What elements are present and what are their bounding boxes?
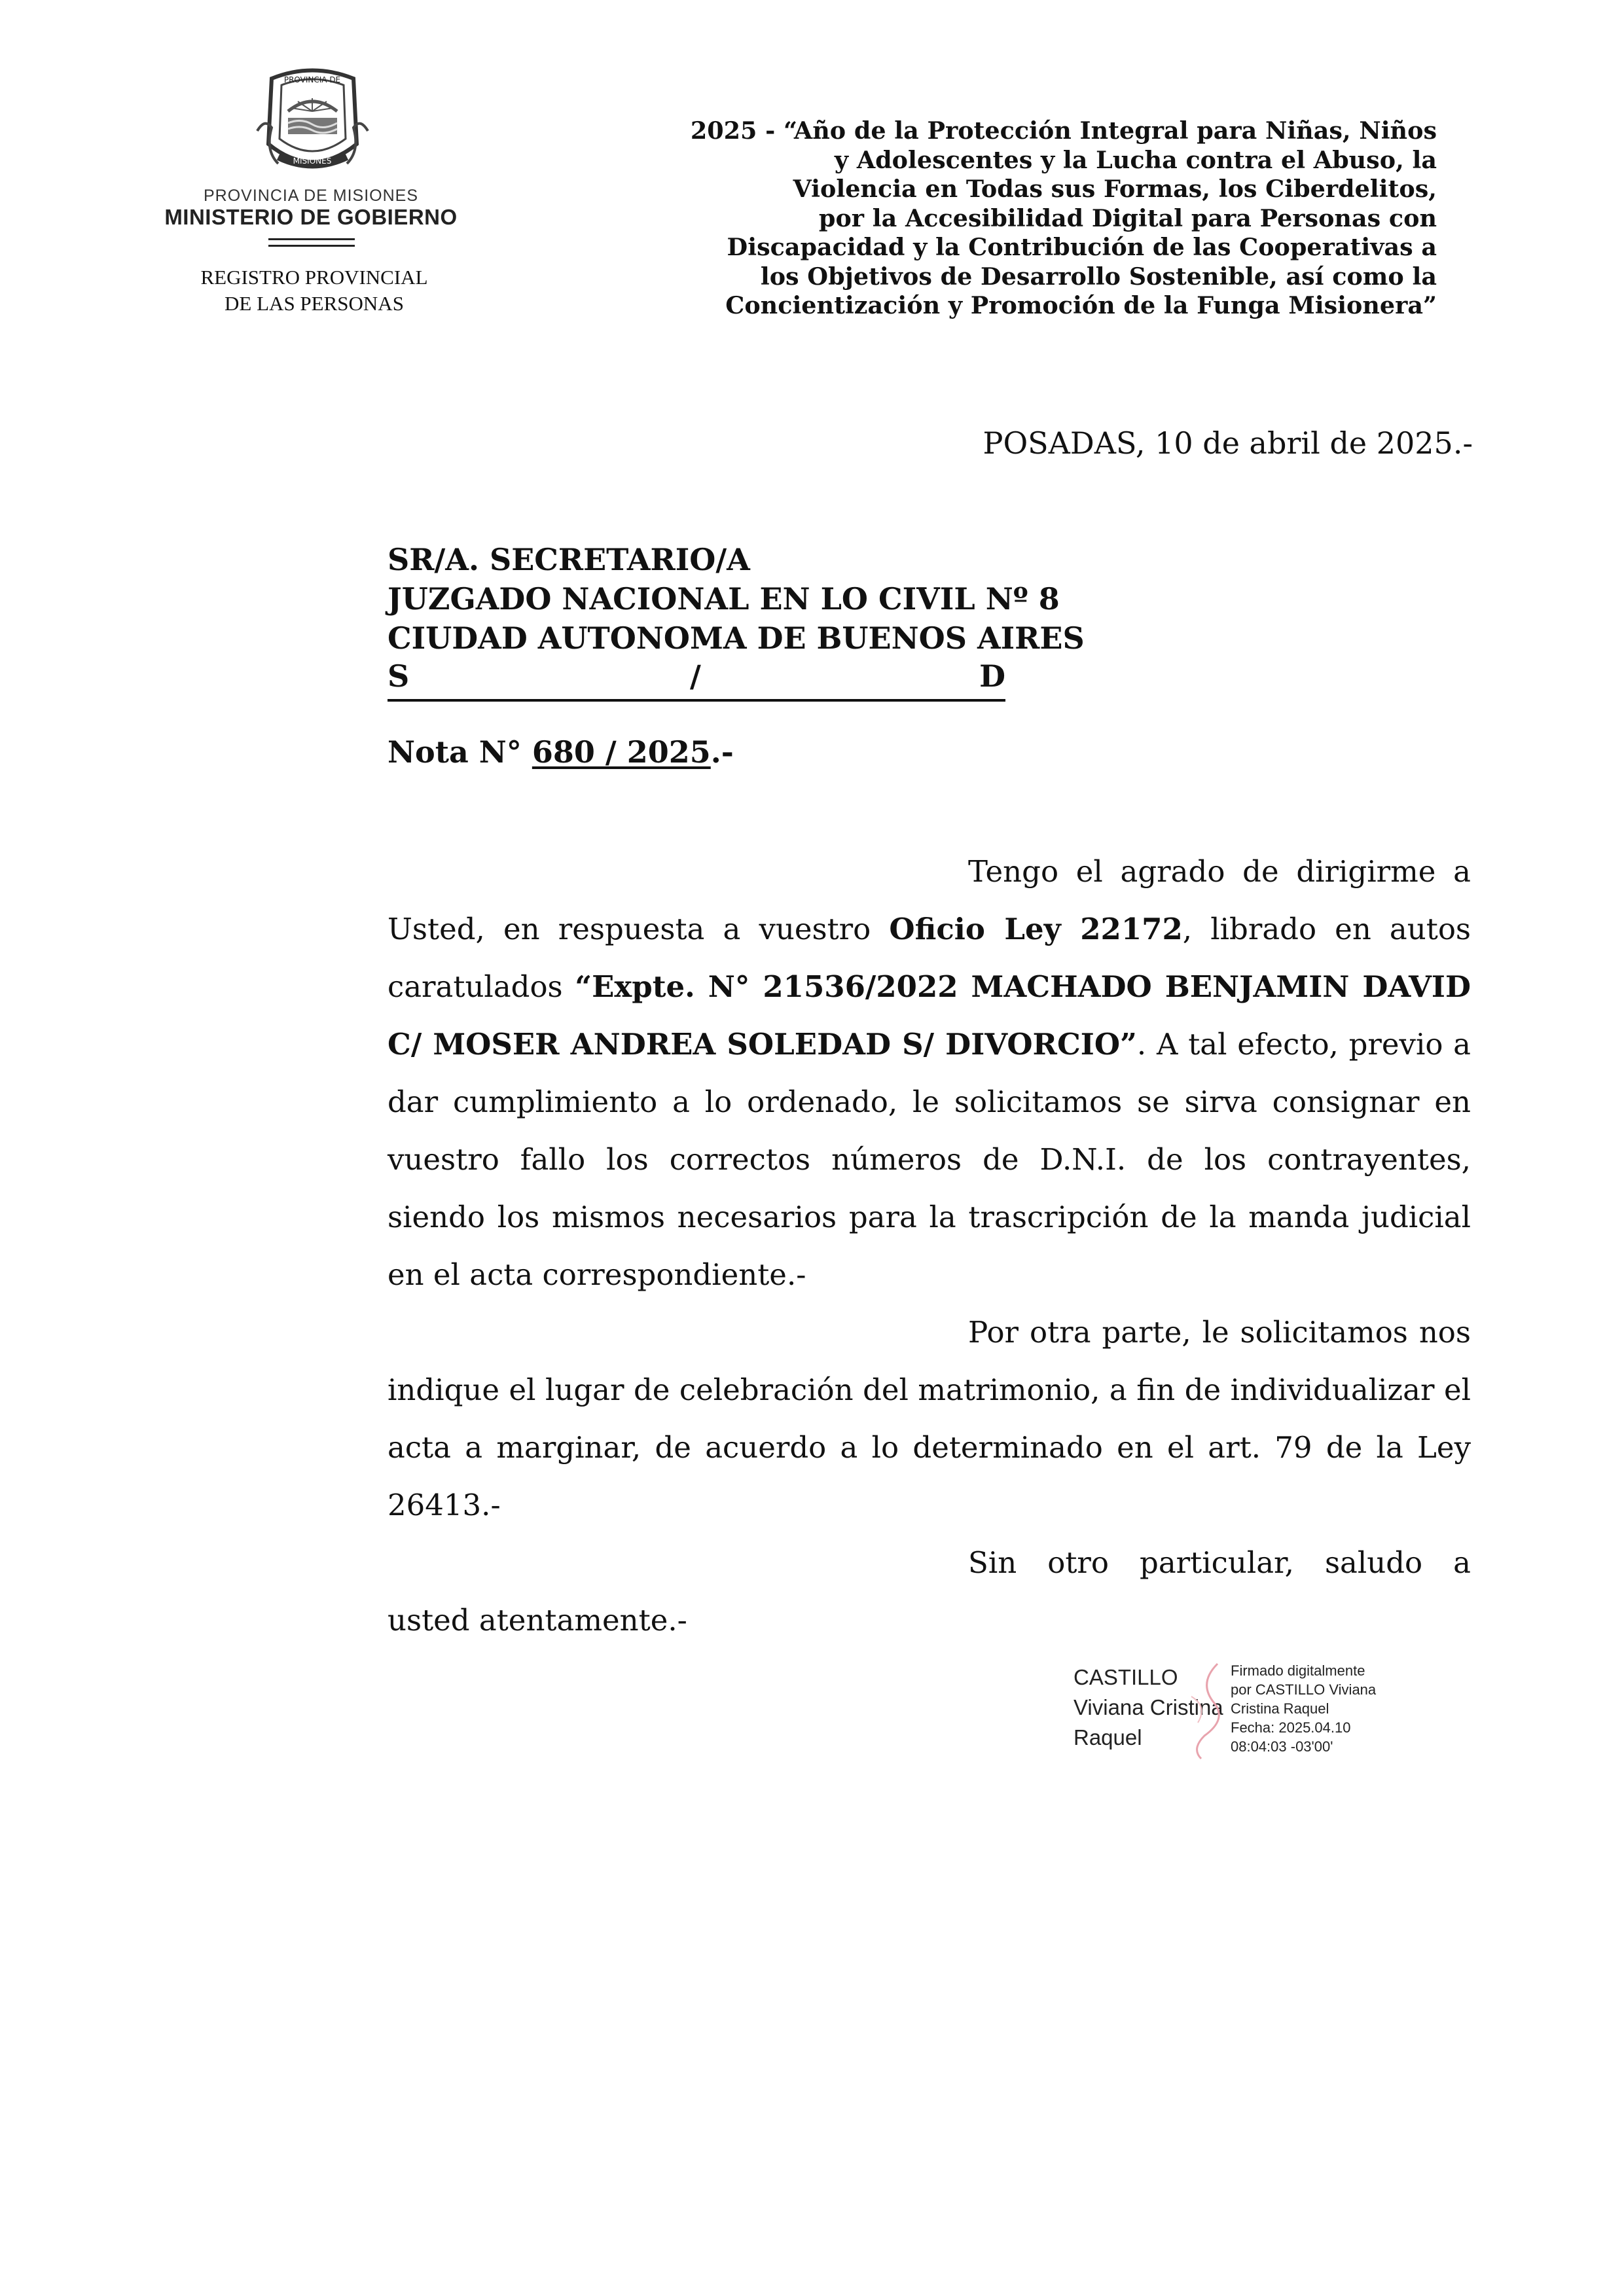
oficio-reference: Oficio Ley 22172 <box>889 912 1183 946</box>
motto-line: 2025 - “Año de la Protección Integral para Niñas, Niños <box>690 117 1437 145</box>
year-motto <box>628 117 1437 321</box>
motto-line: Concientización y Promoción de la Funga Misionera” <box>725 291 1437 319</box>
addressee-court: JUZGADO NACIONAL EN LO CIVIL Nº 8 <box>388 581 1060 617</box>
registry-name-line2: DE LAS PERSONAS <box>225 292 404 315</box>
motto-line: por la Accesibilidad Digital para Personas con <box>818 204 1437 232</box>
body-text: , librado en autos caratulados <box>388 912 1471 1004</box>
letter-date: POSADAS, 10 de abril de 2025.- <box>983 425 1473 461</box>
ministry-name: MINISTERIO DE GOBIERNO <box>164 205 458 229</box>
signature-detail-line: Cristina Raquel <box>1231 1700 1329 1717</box>
note-number <box>388 734 734 770</box>
motto-line: Violencia en Todas sus Formas, los Ciberdelitos, <box>793 175 1437 203</box>
seal-text-bottom: MISIONES <box>293 156 332 166</box>
province-name: PROVINCIA DE MISIONES <box>203 187 418 205</box>
digital-signature-details <box>1231 1661 1376 1756</box>
letterhead-rule <box>268 238 355 240</box>
addressee-title: SR/A. SECRETARIO/A <box>388 542 750 577</box>
signature-detail-line: Fecha: 2025.04.10 <box>1231 1719 1351 1736</box>
signature-detail-line: 08:04:03 -03'00' <box>1231 1738 1333 1755</box>
body-paragraph-2: Por otra parte, le solicitamos nos indique el lugar de celebración del matrimonio, a fin de individualizar el acta a marginar, de acuerdo a lo determinado en el art. 79 de la Ley 26413.- <box>388 1315 1471 1522</box>
body-paragraph-3: Sin otro particular, saludo a usted atentamente.- <box>388 1545 1471 1638</box>
signer-name-line: Raquel <box>1074 1725 1142 1749</box>
note-suffix: .- <box>710 734 734 770</box>
note-number-value: 680 / 2025 <box>532 734 711 770</box>
signature-detail-line: Firmado digitalmente <box>1231 1662 1365 1679</box>
addressee-sd-line <box>388 658 1005 702</box>
case-caption: “Expte. N° 21536/2022 MACHADO BENJAMIN DAVID C/ MOSER ANDREA SOLEDAD S/ DIVORCIO” <box>388 969 1471 1062</box>
provincial-seal <box>252 65 373 177</box>
body-text: . A tal efecto, previo a dar cumplimiento a lo ordenado, le solicitamos se sirva consignar en vuestro fallo los correctos números de D.N.I. de los contrayentes, siendo los mismos necesarios para la trascripción de la manda judicial en el acta correspondiente.- <box>388 1027 1471 1292</box>
body-text: Tengo el agrado de dirigirme a Usted, en respuesta a vuestro <box>388 854 1471 946</box>
note-label: Nota N° <box>388 734 522 770</box>
sd-slash: / <box>690 658 701 694</box>
signer-name-line: CASTILLO <box>1074 1665 1178 1689</box>
motto-line: los Objetivos de Desarrollo Sostenible, así como la <box>760 262 1437 291</box>
registry-name-line1: REGISTRO PROVINCIAL <box>200 266 428 289</box>
motto-line: y Adolescentes y la Lucha contra el Abuso, la <box>834 145 1437 174</box>
signature-detail-line: por CASTILLO Viviana <box>1231 1681 1377 1698</box>
letter-body <box>388 843 1471 1649</box>
sd-d: D <box>979 658 1005 694</box>
body-paragraph-1 <box>388 843 1471 1304</box>
letterhead-rule <box>268 245 355 247</box>
signature-flourish-icon <box>1178 1657 1231 1762</box>
addressee-city: CIUDAD AUTONOMA DE BUENOS AIRES <box>388 620 1085 656</box>
sd-s: S <box>388 658 410 694</box>
seal-text-top: PROVINCIA DE <box>283 75 341 84</box>
signer-name-line: Viviana Cristina <box>1074 1695 1223 1719</box>
motto-line: Discapacidad y la Contribución de las Cooperativas a <box>727 233 1437 261</box>
